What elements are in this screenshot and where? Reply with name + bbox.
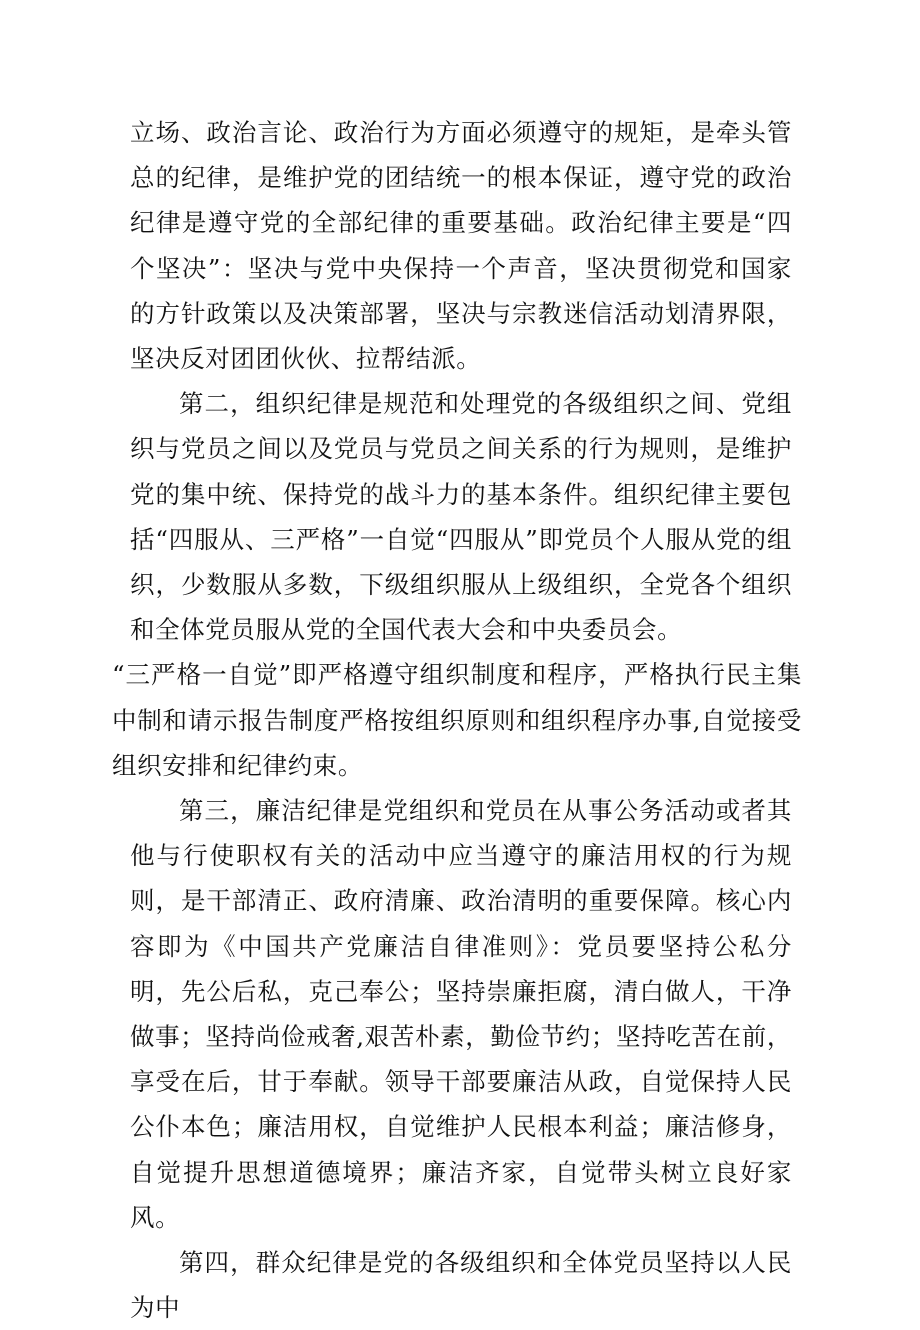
document-body: [112, 110, 802, 1330]
paragraph-political-discipline: 立场、政治言论、政治行为方面必须遵守的规矩，是牵头管总的纪律，是维护党的团结统一的根本保证，遵守党的政治纪律是遵守党的全部纪律的重要基础。政治纪律主要是“四个坚决”：坚决与党中央保持一个声音，坚决贯彻党和国家的方针政策以及决策部署，坚决与宗教迷信活动划清界限，坚决反对团团伙伙、拉帮结派。: [130, 118, 792, 374]
paragraph-mass-discipline: 第四，群众纪律是党的各级组织和全体党员坚持以人民为中: [130, 1248, 792, 1323]
paragraph-integrity-discipline: 第三，廉洁纪律是党组织和党员在从事公务活动或者其他与行使职权有关的活动中应当遵守的廉洁用权的行为规则，是干部清正、政府清廉、政治清明的重要保障。核心内容即为《中国共产党廉洁自律准则》：党员要坚持公私分明，先公后私，克己奉公；坚持崇廉拒腐，清白做人，干净做事；坚持尚俭戒奢,艰苦朴素，勤俭节约；坚持吃苦在前，享受在后，甘于奉献。领导干部要廉洁从政，自觉保持人民公仆本色；廉洁用权，自觉维护人民根本利益；廉洁修身，自觉提升思想道德境界；廉洁齐家，自觉带头树立良好家风。: [130, 796, 792, 1232]
paragraph-three-strict-one-conscious: “三严格一自觉”即严格遵守组织制度和程序，严格执行民主集中制和请示报告制度严格按组织原则和组织程序办事,自觉接受组织安排和纪律约束。: [112, 660, 802, 780]
paragraph-organizational-discipline: 第二，组织纪律是规范和处理党的各级组织之间、党组织与党员之间以及党员与党员之间关系的行为规则，是维护党的集中统、保持党的战斗力的基本条件。组织纪律主要包括“四服从、三严格”一自觉“四服从”即党员个人服从党的组织，少数服从多数，下级组织服从上级组织，全党各个组织和全体党员服从党的全国代表大会和中央委员会。: [130, 389, 792, 645]
